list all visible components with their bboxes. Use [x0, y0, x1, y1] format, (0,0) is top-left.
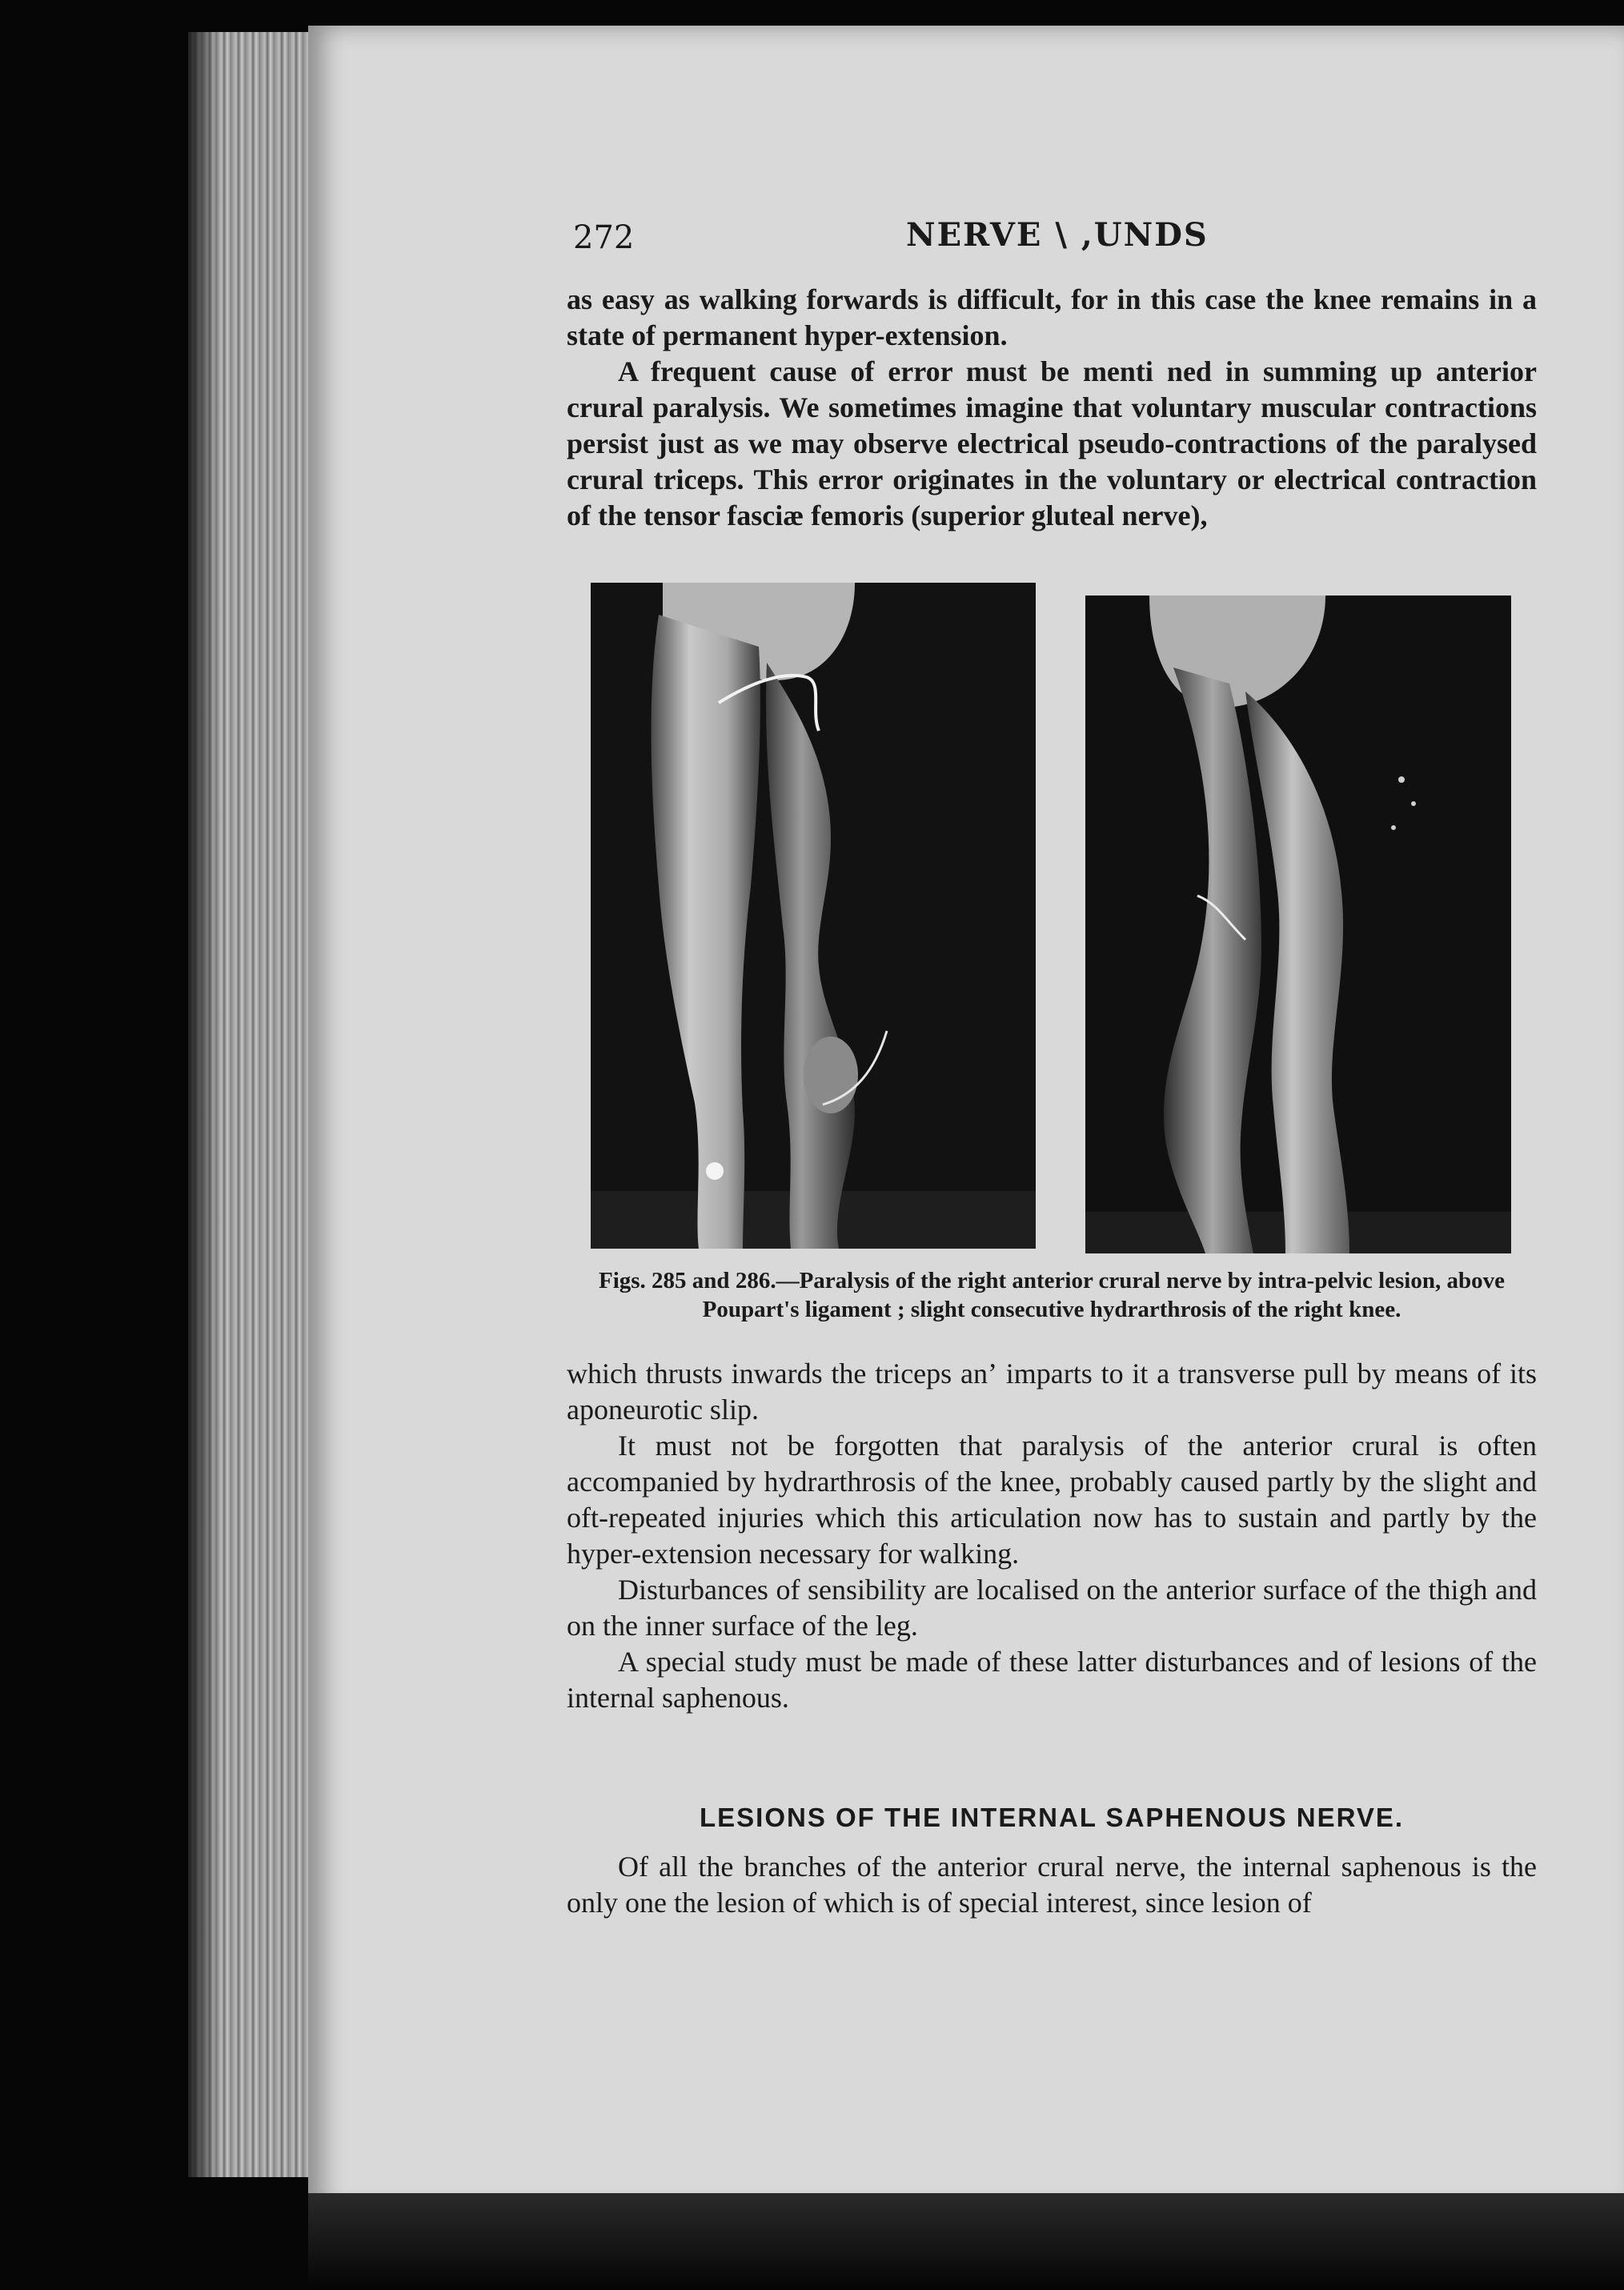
- figure-286-photo: [1085, 596, 1511, 1253]
- page-edge-shadow: [188, 32, 220, 2177]
- figure-caption: Figs. 285 and 286.—Paralysis of the right anterior crural nerve by intra-pelvic lesion, above Poupart's ligament ; slight consecutive hydrarthrosis of the right knee.: [599, 1268, 1505, 1322]
- body-text-top: [567, 282, 1537, 534]
- body-text-bottom: [567, 1356, 1537, 1716]
- running-title: NERVE \ ,UNDS: [906, 216, 1209, 254]
- legs-oblique-photo-drawing: [1085, 596, 1511, 1253]
- figure-285-photo: [591, 583, 1036, 1249]
- section-heading: LESIONS OF THE INTERNAL SAPHENOUS NERVE.: [699, 1803, 1405, 1832]
- running-head: [573, 215, 1537, 263]
- page-bottom-shadow: [308, 2193, 1624, 2290]
- paragraph: A special study must be made of these latter disturbances and of lesions of the internal saphenous.: [567, 1646, 1537, 1714]
- paragraph: as easy as walking forwards is difficult, for in this case the knee remains in a state of permanent hyper-extension.: [567, 283, 1537, 351]
- paragraph: A frequent cause of error must be menti ned in summing up anterior crural paralysis. We sometimes imagine that voluntary muscular contractions persist just as we may observe electrical pseudo-contractions of the paralysed crural triceps. This error originates in the voluntary or electrical contraction of the tensor fasciæ femoris (superior gluteal nerve),: [567, 355, 1537, 531]
- paragraph: which thrusts inwards the triceps anʼ imparts to it a transverse pull by means of its aponeurotic slip.: [567, 1358, 1537, 1426]
- paragraph: Of all the branches of the anterior crural nerve, the internal saphenous is the only one the lesion of which is of special interest, since lesion of: [567, 1851, 1537, 1919]
- legs-front-photo-drawing: [591, 583, 1036, 1249]
- paragraph: Disturbances of sensibility are localised on the anterior surface of the thigh and on the inner surface of the leg.: [567, 1574, 1537, 1642]
- paragraph: It must not be forgotten that paralysis of the anterior crural is often accompanied by hydrarthrosis of the knee, probably caused partly by the slight and oft-repeated injuries which this articulation now has to sustain and partly by the hyper-extension necessary for walking.: [567, 1430, 1537, 1570]
- page-number: 272: [573, 219, 635, 256]
- body-text-section: [567, 1849, 1537, 1921]
